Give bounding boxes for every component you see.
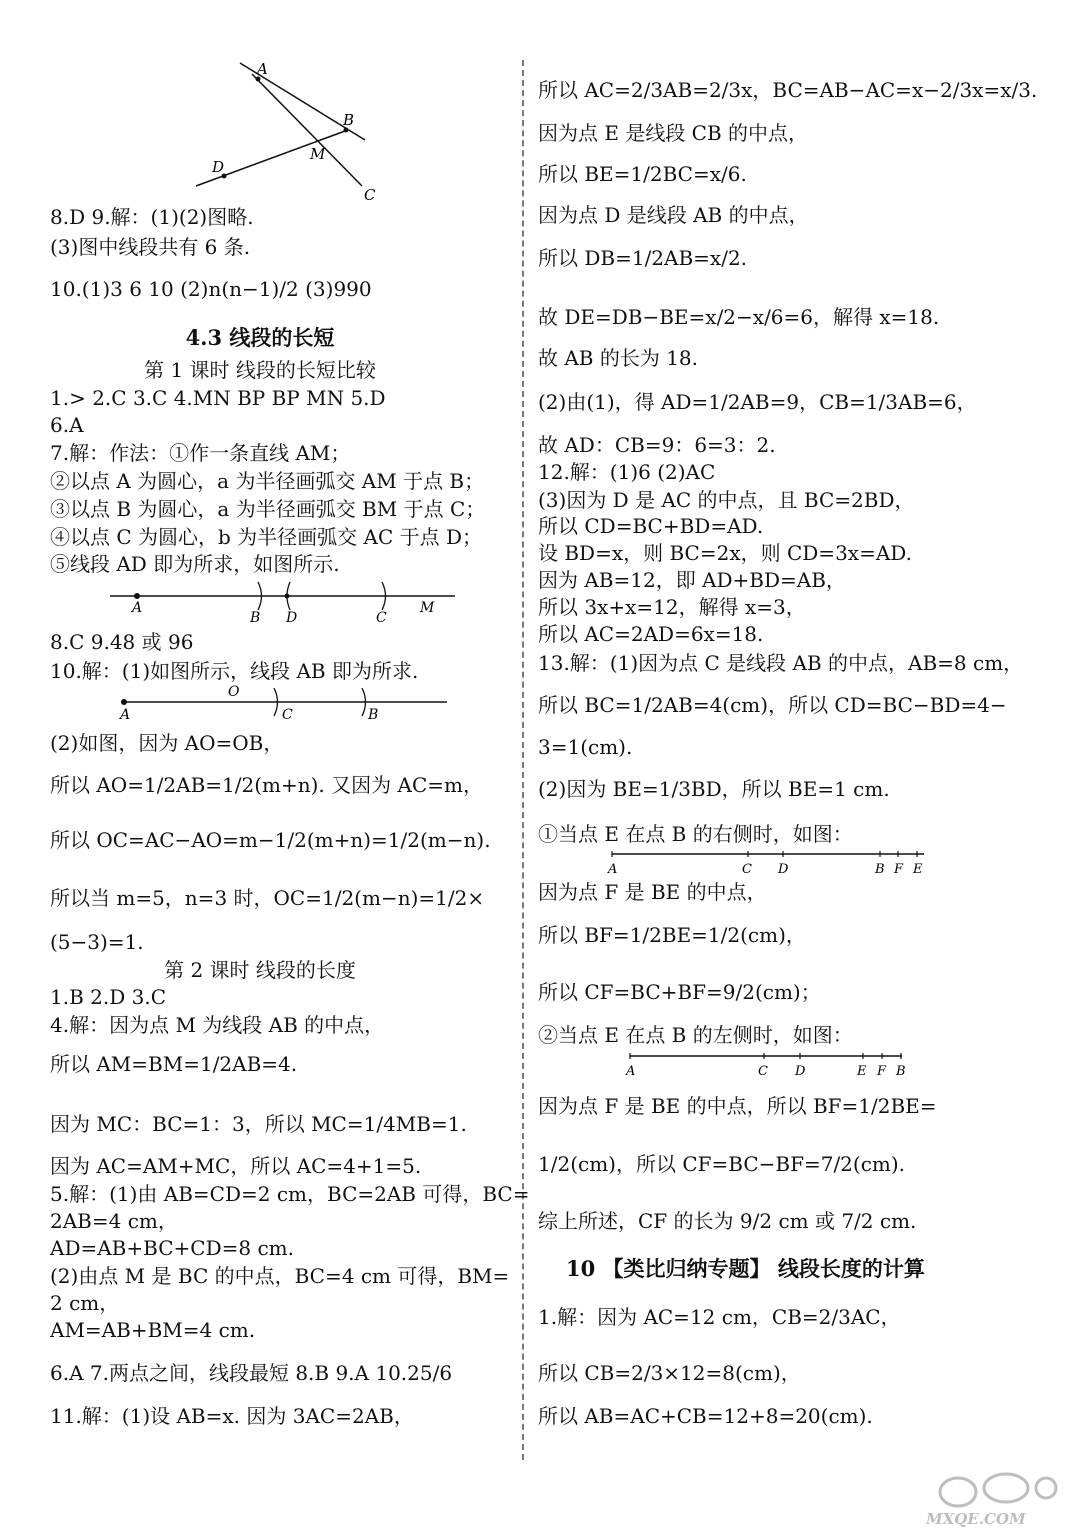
column-divider xyxy=(522,60,524,1460)
fig-label: A xyxy=(132,600,143,616)
text-line: 所以 CF=BC+BF=9/2(cm)； xyxy=(538,980,821,1004)
text-line: 所以 3x+x=12，解得 x=3， xyxy=(538,595,806,619)
fig-label: B xyxy=(896,1064,906,1079)
fig-label: D xyxy=(795,1064,806,1079)
text-line: 所以 AC=2/3AB=2/3x，BC=AB−AC=x−2/3x=x/3. xyxy=(538,78,1038,102)
text-line: (5−3)=1. xyxy=(50,930,144,954)
text-line: 11.解：(1)设 AB=x. 因为 3AC=2AB， xyxy=(50,1404,414,1428)
text-line: 6.A 7.两点之间，线段最短 8.B 9.A 10.25/6 xyxy=(50,1361,453,1385)
text-line: 所以 BF=1/2BE=1/2(cm)， xyxy=(538,923,806,947)
text-line: 因为 MC：BC=1：3，所以 MC=1/4MB=1. xyxy=(50,1112,467,1136)
topic-heading: 10 【类比归纳专题】 线段长度的计算 xyxy=(566,1256,925,1281)
text-line: ⑤线段 AD 即为所求，如图所示. xyxy=(50,552,340,576)
text-line: (2)因为 BE=1/3BD，所以 BE=1 cm. xyxy=(538,777,890,801)
fig-label: A xyxy=(257,60,268,78)
text-line: (2)由(1)，得 AD=1/2AB=9，CB=1/3AB=6， xyxy=(538,390,977,414)
fig-label: B xyxy=(250,610,261,626)
text-line: ②以点 A 为圆心，a 为半径画弧交 AM 于点 B； xyxy=(50,469,485,493)
text-line: 所以 OC=AC−AO=m−1/2(m+n)=1/2(m−n). xyxy=(50,828,491,852)
text-line: 故 AD：CB=9：6=3：2. xyxy=(538,433,776,457)
figure-construction-7 xyxy=(110,578,460,628)
text-line: ②当点 E 在点 B 的左侧时，如图： xyxy=(538,1023,853,1047)
fig-label: C xyxy=(758,1064,768,1079)
text-line: 6.A xyxy=(50,413,84,437)
section-heading: 4.3 线段的长短 xyxy=(185,325,335,350)
text-line: (3)图中线段共有 6 条. xyxy=(50,235,251,259)
text-line: 因为点 E 是线段 CB 的中点， xyxy=(538,121,809,145)
text-line: ④以点 C 为圆心，b 为半径画弧交 AC 于点 D； xyxy=(50,525,483,549)
text-line: 因为点 F 是 BE 的中点， xyxy=(538,880,767,904)
text-line: 所以 AO=1/2AB=1/2(m+n). 又因为 AC=m， xyxy=(50,773,483,797)
fig-label: C xyxy=(282,707,293,723)
text-line: 10.(1)3 6 10 (2)n(n−1)/2 (3)990 xyxy=(50,277,372,301)
text-line: 因为 AB=12，即 AD+BD=AB， xyxy=(538,568,846,592)
text-line: 所以 CB=2/3×12=8(cm)， xyxy=(538,1361,801,1385)
text-line: (2)如图，因为 AO=OB， xyxy=(50,731,284,755)
fig-label: F xyxy=(894,862,904,877)
fig-label: E xyxy=(913,862,923,877)
text-line: 所以 CD=BC+BD=AD. xyxy=(538,514,764,538)
text-line: AM=AB+BM=4 cm. xyxy=(50,1318,256,1342)
text-line: 13.解：(1)因为点 C 是线段 AB 的中点，AB=8 cm， xyxy=(538,651,1024,675)
text-line: 所以 AM=BM=1/2AB=4. xyxy=(50,1052,298,1076)
text-line: 所以 AC=2AD=6x=18. xyxy=(538,622,764,646)
text-line: 故 DE=DB−BE=x/2−x/6=6，解得 x=18. xyxy=(538,305,940,329)
text-line: 因为 AC=AM+MC，所以 AC=4+1=5. xyxy=(50,1154,422,1178)
text-line: 1.> 2.C 3.C 4.MN BP BP MN 5.D xyxy=(50,386,386,410)
figure-13-case2 xyxy=(626,1048,916,1080)
text-line: 4.解：因为点 M 为线段 AB 的中点， xyxy=(50,1013,385,1037)
fig-label: C xyxy=(742,862,752,877)
text-line: ①当点 E 在点 B 的右侧时，如图： xyxy=(538,822,853,846)
fig-label: O xyxy=(228,684,240,700)
text-line: 2AB=4 cm， xyxy=(50,1209,178,1233)
text-line: 因为点 D 是线段 AB 的中点， xyxy=(538,203,809,227)
fig-label: B xyxy=(343,111,355,129)
text-line: 10.解：(1)如图所示，线段 AB 即为所求. xyxy=(50,659,419,683)
fig-label: F xyxy=(877,1064,887,1079)
fig-label: C xyxy=(376,610,387,626)
text-line: 综上所述，CF 的长为 9/2 cm 或 7/2 cm. xyxy=(538,1209,917,1233)
text-line: 12.解：(1)6 (2)AC xyxy=(538,460,716,484)
text-line: 1/2(cm)，所以 CF=BC−BF=7/2(cm). xyxy=(538,1152,906,1176)
figure-intersecting-lines xyxy=(190,58,390,203)
watermark-logo xyxy=(916,1458,1061,1528)
text-line: 所以 BE=1/2BC=x/6. xyxy=(538,162,747,186)
text-line: 所以当 m=5，n=3 时，OC=1/2(m−n)=1/2× xyxy=(50,886,485,910)
figure-construction-10 xyxy=(112,682,452,724)
text-line: 5.解：(1)由 AB=CD=2 cm，BC=2AB 可得，BC= xyxy=(50,1182,530,1206)
fig-label: A xyxy=(608,862,618,877)
text-line: 设 BD=x，则 BC=2x，则 CD=3x=AD. xyxy=(538,541,912,565)
text-line: 8.D 9.解：(1)(2)图略. xyxy=(50,205,254,229)
fig-label: M xyxy=(310,145,326,163)
text-line: 所以 AB=AC+CB=12+8=20(cm). xyxy=(538,1404,873,1428)
text-line: 1.解：因为 AC=12 cm，CB=2/3AC， xyxy=(538,1305,901,1329)
text-line: 因为点 F 是 BE 的中点，所以 BF=1/2BE= xyxy=(538,1094,937,1118)
fig-label: E xyxy=(857,1064,867,1079)
fig-label: D xyxy=(286,610,298,626)
text-line: 3=1(cm). xyxy=(538,735,633,759)
fig-label: B xyxy=(368,707,379,723)
fig-label: D xyxy=(778,862,789,877)
text-line: ③以点 B 为圆心，a 为半径画弧交 BM 于点 C； xyxy=(50,497,486,521)
figure-13-case1 xyxy=(608,846,928,878)
text-line: AD=AB+BC+CD=8 cm. xyxy=(50,1236,294,1260)
fig-label: A xyxy=(626,1064,636,1079)
text-line: 所以 BC=1/2AB=4(cm)，所以 CD=BC−BD=4− xyxy=(538,693,1007,717)
fig-label: A xyxy=(120,707,131,723)
text-line: 8.C 9.48 或 96 xyxy=(50,630,194,654)
text-line: 故 AB 的长为 18. xyxy=(538,346,699,370)
text-line: (2)由点 M 是 BC 的中点，BC=4 cm 可得，BM= xyxy=(50,1264,510,1288)
lesson-heading: 第 2 课时 线段的长度 xyxy=(164,958,356,982)
fig-label: C xyxy=(364,186,376,204)
text-line: 7.解：作法：①作一条直线 AM； xyxy=(50,441,351,465)
fig-label: B xyxy=(875,862,885,877)
watermark-text: MXQE.COM xyxy=(926,1510,1026,1528)
text-line: 所以 DB=1/2AB=x/2. xyxy=(538,246,748,270)
fig-label: D xyxy=(212,158,225,176)
text-line: 1.B 2.D 3.C xyxy=(50,985,166,1009)
fig-label: M xyxy=(420,600,435,616)
lesson-heading: 第 1 课时 线段的长短比较 xyxy=(144,358,376,382)
text-line: (3)因为 D 是 AC 的中点，且 BC=2BD， xyxy=(538,488,915,512)
text-line: 2 cm， xyxy=(50,1291,120,1315)
